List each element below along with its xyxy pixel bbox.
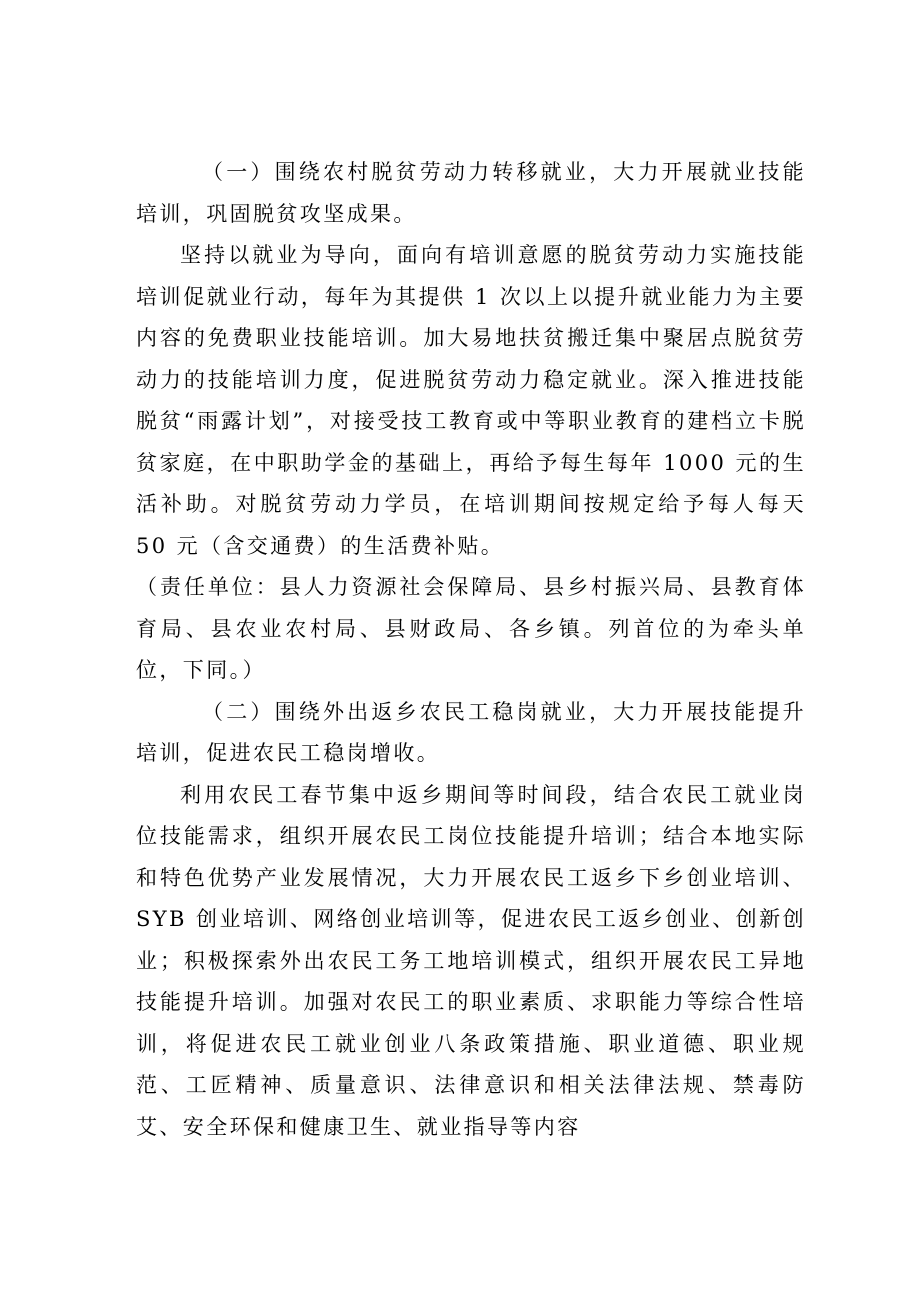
responsibility-note: （责任单位：县人力资源社会保障局、县乡村振兴局、县教育体育局、县农业农村局、县财政局、各乡镇。列首位的为牵头单位，下同。）: [136, 575, 806, 682]
section-heading-1: （一）围绕农村脱贫劳动力转移就业，大力开展就业技能培训，巩固脱贫攻坚成果。: [136, 160, 806, 226]
section-heading-2: （二）围绕外出返乡农民工稳岗就业，大力开展技能提升培训，促进农民工稳岗增收。: [136, 699, 806, 765]
document-body: [136, 152, 806, 1148]
body-paragraph-2: 利用农民工春节集中返乡期间等时间段，结合农民工就业岗位技能需求，组织开展农民工岗位技能提升培训；结合本地实际和特色优势产业发展情况，大力开展农民工返乡下乡创业培训、SYB 创业培训、网络创业培训等，促进农民工返乡创业、创新创业；积极探索外出农民工务工地培训模式，组织开展农民工异地技能提升培训。加强对农民工的职业素质、求职能力等综合性培训，将促进农民工就业创业八条政策措施、职业道德、职业规范、工匠精神、质量意识、法律意识和相关法律法规、禁毒防艾、安全环保和健康卫生、就业指导等内容: [136, 782, 806, 1139]
body-paragraph-1: 坚持以就业为导向，面向有培训意愿的脱贫劳动力实施技能培训促就业行动，每年为其提供 1 次以上以提升就业能力为主要内容的免费职业技能培训。加大易地扶贫搬迁集中聚居点脱贫劳动力的技能培训力度，促进脱贫劳动力稳定就业。深入推进技能脱贫“雨露计划”，对接受技工教育或中等职业教育的建档立卡脱贫家庭，在中职助学金的基础上，再给予每生每年 1000 元的生活补助。对脱贫劳动力学员，在培训期间按规定给予每人每天 50 元（含交通费）的生活费补贴。: [136, 243, 806, 558]
